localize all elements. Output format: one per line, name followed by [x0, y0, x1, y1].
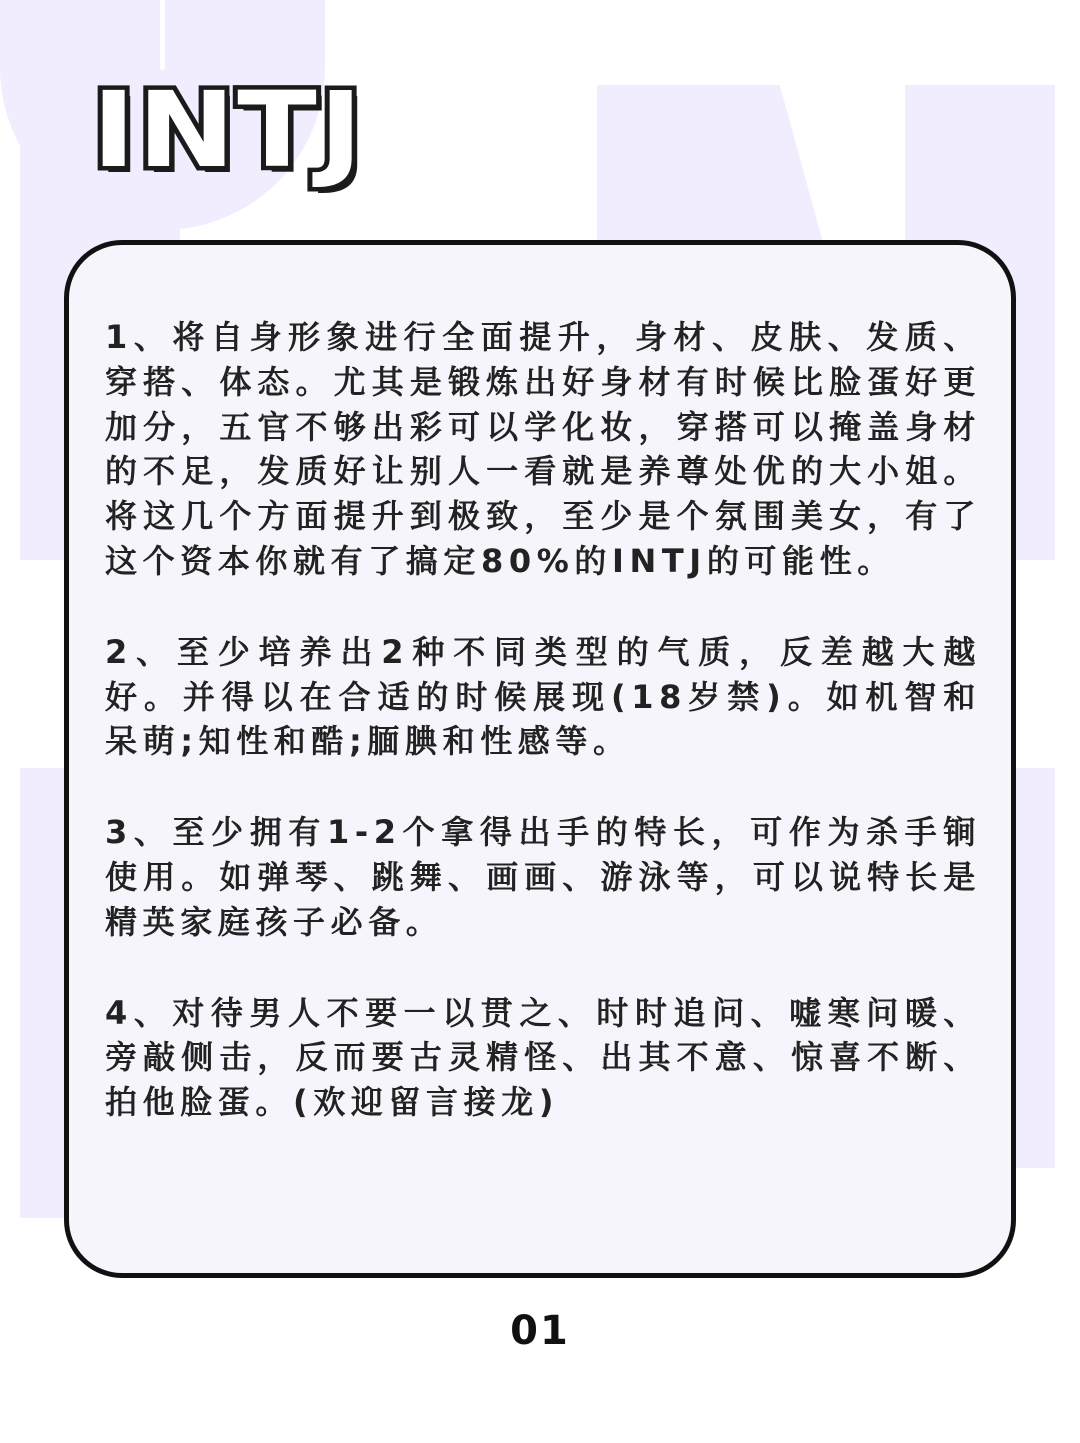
card-body	[105, 315, 981, 1171]
page-number: 01	[510, 1308, 570, 1354]
tip-paragraph-2: 2、至少培养出2种不同类型的气质，反差越大越好。并得以在合适的时候展现(18岁禁)。如机智和呆萌;知性和酷;腼腆和性感等。	[105, 632, 981, 761]
tip-paragraph-3: 3、至少拥有1-2个拿得出手的特长，可作为杀手锏使用。如弹琴、跳舞、画画、游泳等，可以说特长是精英家庭孩子必备。	[105, 813, 981, 941]
page-title: INTJ	[92, 69, 365, 191]
content-card	[64, 240, 1016, 1278]
tip-paragraph-4: 4、对待男人不要一以贯之、时时追问、嘘寒问暖、旁敲侧击，反而要古灵精怪、出其不意、惊喜不断、拍他脸蛋。(欢迎留言接龙)	[105, 993, 981, 1122]
tip-paragraph-1: 1、将自身形象进行全面提升，身材、皮肤、发质、穿搭、体态。尤其是锻炼出好身材有时候比脸蛋好更加分，五官不够出彩可以学化妆，穿搭可以掩盖身材的不足，发质好让别人一看就是养尊处优的大小姐。将这几个方面提升到极致，至少是个氛围美女，有了这个资本你就有了搞定80%的INTJ的可能性。	[105, 318, 981, 580]
